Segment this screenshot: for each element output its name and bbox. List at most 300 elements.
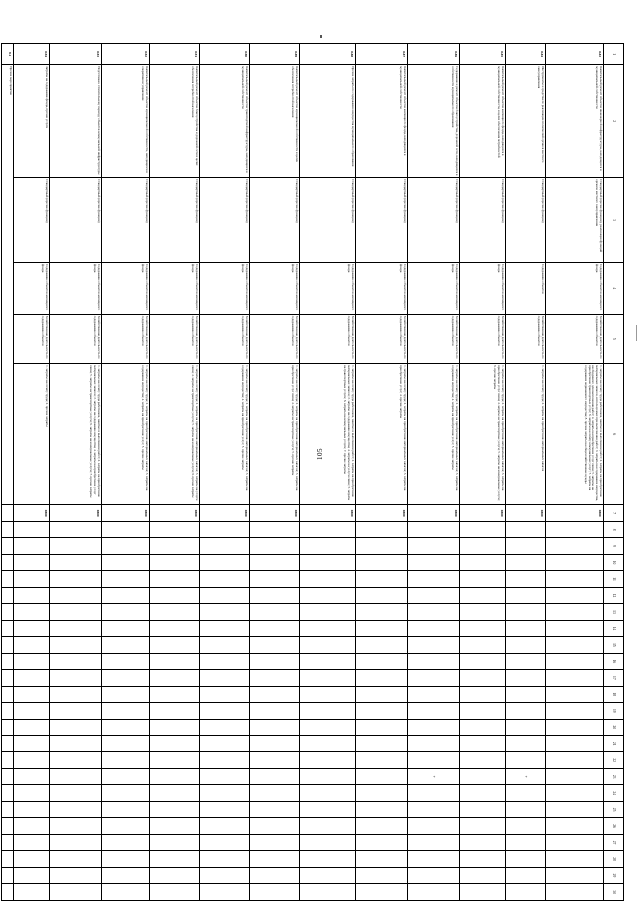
code: 0880 [506,505,546,521]
works-list: 1. затраты на оплату труда работников, занятых в выполнении работ; 2. затраты на приобретение материальных запасов; 3. затраты на содержание имущества; 4. затраты на услуги связи; 5. затраты на транспортные услуги; 6. затраты на коммунальные услуги; 7. прочие затраты [300,364,356,505]
mark-cell [408,884,460,901]
code: 0880 [50,505,102,521]
mark-cell [546,801,604,817]
classifier: Стандартный (прочие функции) [150,178,200,263]
page-tick [320,35,322,38]
mark-cell [200,834,250,850]
mark-cell [300,752,356,768]
mark-cell [250,538,300,554]
mark-cell [250,785,300,801]
mark-cell [356,653,408,669]
mark-cell [150,620,200,636]
mark-cell [300,884,356,901]
mark-cell [2,851,14,867]
activity: Хозяйственная деятельность по содержанию объектов [102,314,150,363]
mark-cell [14,620,50,636]
classifier: Стандартный (прочие функции) [200,178,250,263]
mark-cell [200,719,250,735]
header-cell: 21 [604,735,624,751]
mark-cell [460,653,506,669]
mark-cell [200,670,250,686]
works-list: 1. затраты на оплату труда; 2. затраты на приобретение материальных запасов; 3. затраты на приобретение услуг связи; 4. затраты на транспортные услуги; 5. затраты на коммунальные услуги; 6. прочие затраты [460,364,506,505]
mark-cell [150,637,200,653]
mark-cell [250,851,300,867]
mark-cell [356,604,408,620]
mark-cell [546,735,604,751]
table-row [408,44,460,901]
mark-cell [546,670,604,686]
object: Содержание объектов жилищного фонда [150,262,200,314]
mark-cell [102,604,150,620]
mark-cell [2,703,14,719]
mark-cell [460,604,506,620]
mark-cell [506,637,546,653]
mark-cell [460,818,506,834]
works-list: 1. затраты на оплату труда; 2. затраты на приобретение материальных запасов; 3. затраты на содержание имущества; 4. затраты на приобретение услуг; 5. прочие затраты [408,364,460,505]
section-name: Прочие мероприятия [2,65,14,505]
mark-cell [506,686,546,702]
mark-cell [150,538,200,554]
mark-cell [250,587,300,603]
mark-cell [102,735,150,751]
mark-cell [506,670,546,686]
mark-cell [408,637,460,653]
mark-cell [14,884,50,901]
mark-cell [200,801,250,817]
mark-cell [200,686,250,702]
classifier: Стандартный (прочие функции) [300,178,356,263]
header-cell: 15 [604,637,624,653]
mark-cell [408,785,460,801]
mark-cell [408,735,460,751]
mark-cell [50,884,102,901]
mark-cell [200,752,250,768]
mark-cell [2,637,14,653]
code: 0880 [250,505,300,521]
mark-cell [200,587,250,603]
mark-cell [356,521,408,537]
mark-cell [14,670,50,686]
mark-cell [200,620,250,636]
mark-cell [250,752,300,768]
mark-cell [408,538,460,554]
mark-cell [250,884,300,901]
mark-cell [2,505,14,521]
header-cell: 4 [604,262,624,314]
mark-cell [356,703,408,719]
works-list: 1. затраты на оплату труда работников, занятых в выполнении работ; 2. затраты на приобретение материальных запасов, используемых при выполнении работ; 3. затраты на содержание имущества, необходимого для выполнения работ; 4. затраты на приобретение услуг связи; 5. затраты на приобретение транспортных услуг; 6. затраты на оплату коммунальных услуг; 7. затраты на содержание недвижимого имущества; 8. прочие затраты на общехозяйственные нужды [546,364,604,505]
mark-cell [102,834,150,850]
mark-cell [50,538,102,554]
mark-cell [300,703,356,719]
mark-cell [150,801,200,817]
table-body [2,44,624,901]
mark-cell [250,801,300,817]
mark-cell [250,735,300,751]
mark-cell [506,801,546,817]
mark-cell [356,554,408,570]
mark-cell [14,867,50,883]
mark-cell [102,538,150,554]
classifier: Стандартный (прочие функции) [50,178,102,263]
mark-cell [460,670,506,686]
code: 0880 [300,505,356,521]
mark-cell [14,703,50,719]
classifier: Стандартный (прочие функции) [408,178,460,263]
service-name: Капитальный ремонт объектов инженерной инфраструктуры, находящихся в муниципальной собственности [546,65,604,178]
mark-cell [356,851,408,867]
mark-cell [408,834,460,850]
mark-cell [200,818,250,834]
classifier: Стандартный (прочие функции) [356,178,408,263]
mark-cell [150,554,200,570]
mark-cell [546,637,604,653]
mark-cell [50,653,102,669]
activity: Хозяйственная деятельность по содержанию объектов [50,314,102,363]
classifier: Стандартный (прочие функции) [14,178,50,263]
mark-cell [250,620,300,636]
header-cell: 13 [604,604,624,620]
mark-cell [356,818,408,834]
mark-cell [50,818,102,834]
mark-cell [506,834,546,850]
mark-cell [460,538,506,554]
row-number: 8.93 [50,44,102,65]
mark-cell [150,851,200,867]
object: Содержание объектов жилищного фонда [356,262,408,314]
mark-cell [460,867,506,883]
mark-cell [408,653,460,669]
mark-cell [102,554,150,570]
mark-cell [50,670,102,686]
mark-cell [150,670,200,686]
mark-cell [14,538,50,554]
object: Содержание объектов жилищного фонда [102,262,150,314]
mark-cell [356,768,408,784]
mark-cell [250,653,300,669]
mark-cell [2,884,14,901]
mark-cell [546,719,604,735]
table-row [460,44,506,901]
mark-cell [506,851,546,867]
header-cell: 23 [604,768,624,784]
mark-cell [50,719,102,735]
activity: Хозяйственная деятельность по содержанию объектов [546,314,604,363]
row-number: 8.89 [250,44,300,65]
code: 0880 [102,505,150,521]
table-row [50,44,102,901]
mark-cell [546,851,604,867]
mark-cell [356,834,408,850]
header-cell: 22 [604,752,624,768]
mark-cell [300,834,356,850]
footer-row [2,44,14,901]
mark-cell [2,768,14,784]
mark-cell [300,851,356,867]
header-cell: 6 [604,364,624,505]
mark-cell [150,604,200,620]
activity: Хозяйственная деятельность по содержанию объектов [408,314,460,363]
activity: Хозяйственная деятельность по содержанию объектов [250,314,300,363]
mark-cell [14,851,50,867]
mark-cell [2,571,14,587]
mark-cell [356,571,408,587]
header-cell: 16 [604,653,624,669]
service-name: Капитальный ремонт объектов муниципальной собственности в целях обеспечения потребностей населения [250,65,300,178]
mark-cell [408,587,460,603]
object: Содержание объектов жилищного фонда [200,262,250,314]
mark-cell [546,867,604,883]
mark-cell [200,768,250,784]
mark-cell [408,818,460,834]
mark-cell [546,653,604,669]
mark-cell [546,703,604,719]
mark-cell [460,801,506,817]
mark-cell [2,521,14,537]
mark-cell [460,735,506,751]
mark-cell [356,735,408,751]
mark-cell [408,851,460,867]
mark-cell [408,521,460,537]
mark-cell [300,686,356,702]
mark-cell [102,670,150,686]
mark-cell [50,521,102,537]
mark-cell [506,884,546,901]
code: 0880 [200,505,250,521]
object: Содержание объектов [506,262,546,314]
mark-cell [50,867,102,883]
mark-cell [102,620,150,636]
mark-cell [300,867,356,883]
mark-cell [300,620,356,636]
mark-cell [506,620,546,636]
row-number: 8.92 [102,44,150,65]
table-row [546,44,604,901]
mark-cell [14,785,50,801]
mark-cell [102,521,150,537]
mark-cell [102,851,150,867]
mark-cell [150,653,200,669]
mark-cell [14,587,50,603]
service-name: Подготовка к отопительному периоду объектов коммунальной инфраструктуры [50,65,102,178]
mark-cell [250,521,300,537]
mark-cell [546,752,604,768]
mark-cell [300,818,356,834]
service-name: Капитальный ремонт объектов жилищного фонда, находящихся в муниципальной собственности, в целях обеспечения потребностей [460,65,506,178]
header-cell: 7 [604,505,624,521]
mark-cell [2,554,14,570]
object: Содержание объектов жилищного фонда [460,262,506,314]
table-row [250,44,300,901]
mark-cell [200,884,250,901]
mark-cell [2,587,14,603]
mark-cell [546,554,604,570]
mark-cell [460,571,506,587]
mark-cell [356,752,408,768]
works-list: 1. затраты на оплату труда; 2. затраты на приобретение материальных запасов; 3. затраты на приобретение услуг связи; 4. затраты на транспортные услуги; 5. прочие затраты [250,364,300,505]
mark-cell [546,686,604,702]
mark-cell [102,867,150,883]
mark-cell [408,604,460,620]
mark-cell [546,884,604,901]
mark-cell [506,735,546,751]
mark-cell [150,834,200,850]
mark-cell [50,851,102,867]
header-cell: 2 [604,65,624,178]
header-cell: 3 [604,178,624,263]
mark-cell [2,538,14,554]
mark-cell [356,587,408,603]
mark-cell [356,670,408,686]
header-cell: 9 [604,538,624,554]
mark-cell [50,554,102,570]
row-number: 8.83 [546,44,604,65]
mark-cell [460,884,506,901]
works-list: 1. затраты на оплату труда; 2. прочие затраты [14,364,50,505]
classifier: Стандартный (прочие функции), реализация функций органов местного самоуправления [546,178,604,263]
mark-cell [408,752,460,768]
mark-cell [460,703,506,719]
service-name: Капитальный ремонт объектов муниципальной собственности, находящихся в оперативном управлении [102,65,150,178]
mark-cell [408,620,460,636]
mark-cell [200,851,250,867]
mark-cell [408,686,460,702]
mark-cell [250,637,300,653]
mark-cell [14,834,50,850]
mark-cell [150,752,200,768]
service-name: Содержание и ремонт объектов благоустройства, дорожной сети, находящихся в собственности муниципального образования [408,65,460,178]
mark-cell [14,604,50,620]
mark-cell [356,538,408,554]
mark-cell [2,818,14,834]
mark-cell [300,538,356,554]
mark-cell [50,834,102,850]
row-number: 8.87 [356,44,408,65]
mark-cell [2,670,14,686]
code: 0880 [408,505,460,521]
mark-cell [50,768,102,784]
mark-cell [50,604,102,620]
mark-cell [2,752,14,768]
mark-cell [150,703,200,719]
row-number: 8.91 [150,44,200,65]
mark-cell [102,703,150,719]
object: Содержание объектов жилищного фонда [250,262,300,314]
mark-cell [50,587,102,603]
mark-cell [2,834,14,850]
page-number: 105 [316,448,324,460]
table-row [150,44,200,901]
mark-cell [150,735,200,751]
mark-cell [460,785,506,801]
mark-cell [102,785,150,801]
activity: Хозяйственная деятельность по содержанию объектов [506,314,546,363]
header-cell: 14 [604,620,624,636]
mark-cell [546,768,604,784]
header-cell: 1 [604,44,624,65]
mark-cell [102,768,150,784]
mark-cell [546,620,604,636]
mark-cell [250,604,300,620]
mark-cell [250,867,300,883]
mark-cell [356,884,408,901]
mark-cell [2,801,14,817]
header-cell: 24 [604,785,624,801]
mark-cell [150,768,200,784]
mark-cell [50,637,102,653]
mark-cell [250,818,300,834]
mark-cell [546,521,604,537]
object: Содержание объектов жилищного фонда [408,262,460,314]
mark-cell [546,785,604,801]
header-cell: 12 [604,587,624,603]
mark-cell [200,867,250,883]
mark-cell [150,587,200,603]
mark-cell [300,768,356,784]
activity: Хозяйственная деятельность по содержанию объектов [150,314,200,363]
mark-cell [460,719,506,735]
header-cell: 17 [604,670,624,686]
classifier: Стандартный (прочие функции) [250,178,300,263]
mark-cell [460,686,506,702]
mark-cell [546,571,604,587]
mark-cell: + [408,768,460,784]
rotated-table-area [8,43,624,901]
mark-cell [2,867,14,883]
mark-cell [460,521,506,537]
mark-cell [50,752,102,768]
mark-cell [14,768,50,784]
mark-cell [460,554,506,570]
service-name: Капитальный ремонт объектов транспортной инфраструктуры, находящихся в муниципальной собственности [200,65,250,178]
mark-cell [506,867,546,883]
mark-cell [546,587,604,603]
code: 0880 [546,505,604,521]
activity: Хозяйственная деятельность по содержанию объектов [200,314,250,363]
row-number: 8.88 [300,44,356,65]
mark-cell [14,735,50,751]
mark-cell [356,867,408,883]
works-list: 1. затраты на оплату труда; 2. затраты на приобретение материальных запасов [506,364,546,505]
mark-cell [50,785,102,801]
mark-cell [150,571,200,587]
mark-cell [150,719,200,735]
mark-cell [300,735,356,751]
object: Содержание объектов жилищного фонда [546,262,604,314]
mark-cell [2,735,14,751]
mark-cell [200,637,250,653]
table-row [300,44,356,901]
mark-cell [102,686,150,702]
mark-cell [102,801,150,817]
header-cell: 29 [604,867,624,883]
mark-cell [546,538,604,554]
mark-cell [250,834,300,850]
mark-cell [300,637,356,653]
object: Содержание объектов жилищного фонда [14,262,50,314]
mark-cell [250,670,300,686]
code: 0880 [14,505,50,521]
mark-cell [356,785,408,801]
mark-cell [250,719,300,735]
mark-cell [200,703,250,719]
mark-cell [506,521,546,537]
mark-cell [506,752,546,768]
mark-cell [200,785,250,801]
mark-cell [460,851,506,867]
mark-cell [506,719,546,735]
mark-cell [506,703,546,719]
